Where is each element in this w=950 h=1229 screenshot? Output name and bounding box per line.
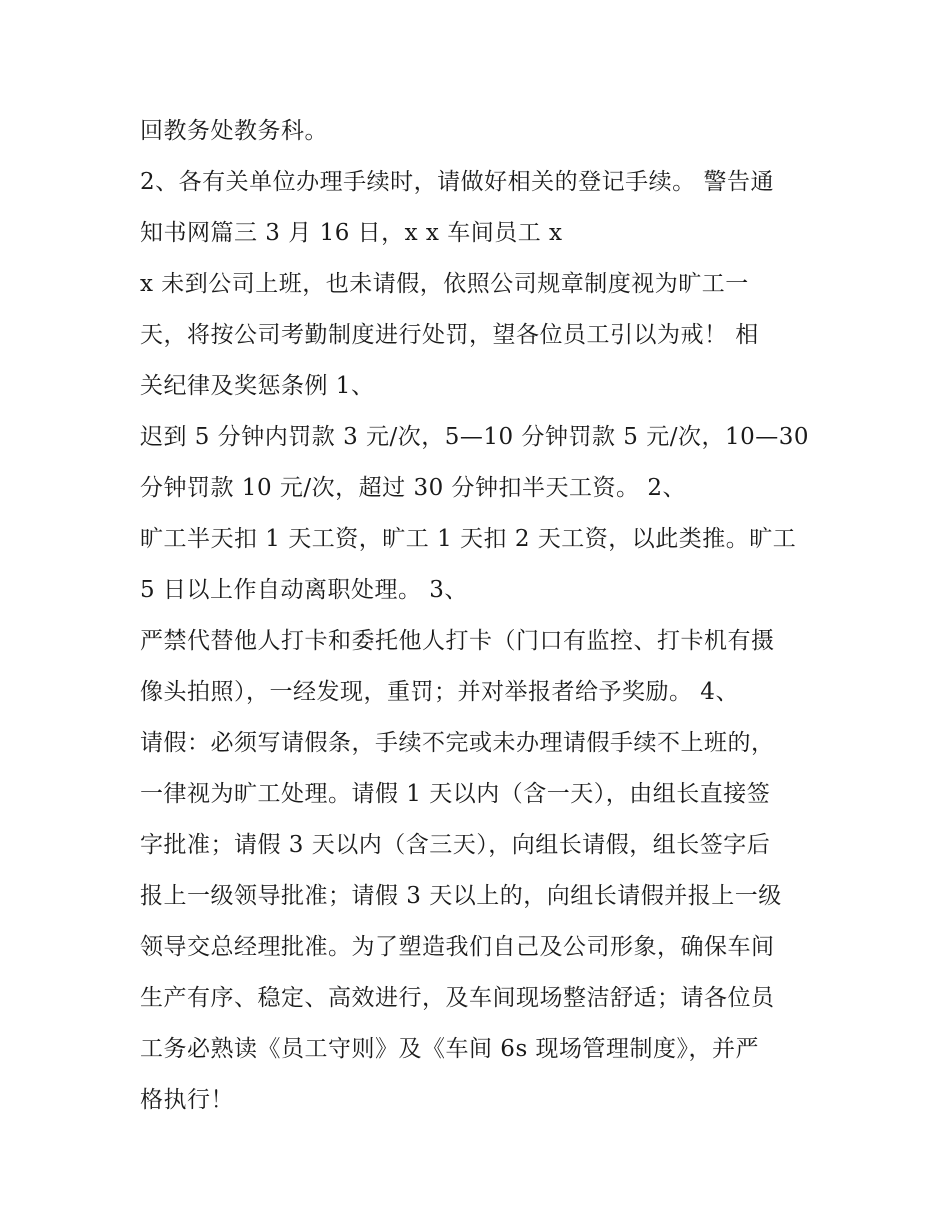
text-line-8: 分钟罚款 10 元/次，超过 30 分钟扣半天工资。 2、 (140, 475, 686, 501)
text-line-4: x 未到公司上班，也未请假，依照公司规章制度视为旷工一 (140, 271, 749, 297)
text-line-9: 旷工半天扣 1 天工资，旷工 1 天扣 2 天工资，以此类推。旷工 (140, 526, 797, 552)
text-line-20: 格执行！ (140, 1087, 234, 1113)
text-line-17: 领导交总经理批准。为了塑造我们自己及公司形象，确保车间 (140, 934, 775, 960)
text-line-18: 生产有序、稳定、高效进行，及车间现场整洁舒适；请各位员 (140, 985, 775, 1011)
text-line-3: 知书网篇三 3 月 16 日，x x 车间员工 x (140, 220, 563, 246)
text-line-12: 像头拍照），一经发现，重罚；并对举报者给予奖励。 4、 (140, 679, 739, 705)
text-line-16: 报上一级领导批准；请假 3 天以上的，向组长请假并报上一级 (140, 883, 782, 909)
text-line-7: 迟到 5 分钟内罚款 3 元/次，5—10 分钟罚款 5 元/次，10—30 (140, 424, 810, 450)
text-line-14: 一律视为旷工处理。请假 1 天以内（含一天），由组长直接签 (140, 781, 771, 807)
text-line-19: 工务必熟读《员工守则》及《车间 6s 现场管理制度》，并严 (140, 1036, 760, 1062)
text-line-5: 天，将按公司考勤制度进行处罚，望各位员工引以为戒！ 相 (140, 322, 759, 348)
text-line-10: 5 日以上作自动离职处理。 3、 (140, 577, 468, 603)
text-line-2: 2、各有关单位办理手续时，请做好相关的登记手续。 警告通 (140, 169, 774, 195)
text-line-15: 字批准；请假 3 天以内（含三天），向组长请假，组长签字后 (140, 832, 771, 858)
text-line-11: 严禁代替他人打卡和委托他人打卡（门口有监控、打卡机有摄 (140, 628, 775, 654)
text-line-13: 请假：必须写请假条，手续不完或未办理请假手续不上班的， (140, 730, 775, 756)
text-line-6: 关纪律及奖惩条例 1、 (140, 373, 375, 399)
text-line-1: 回教务处教务科。 (140, 118, 328, 144)
document-body (140, 106, 830, 1126)
